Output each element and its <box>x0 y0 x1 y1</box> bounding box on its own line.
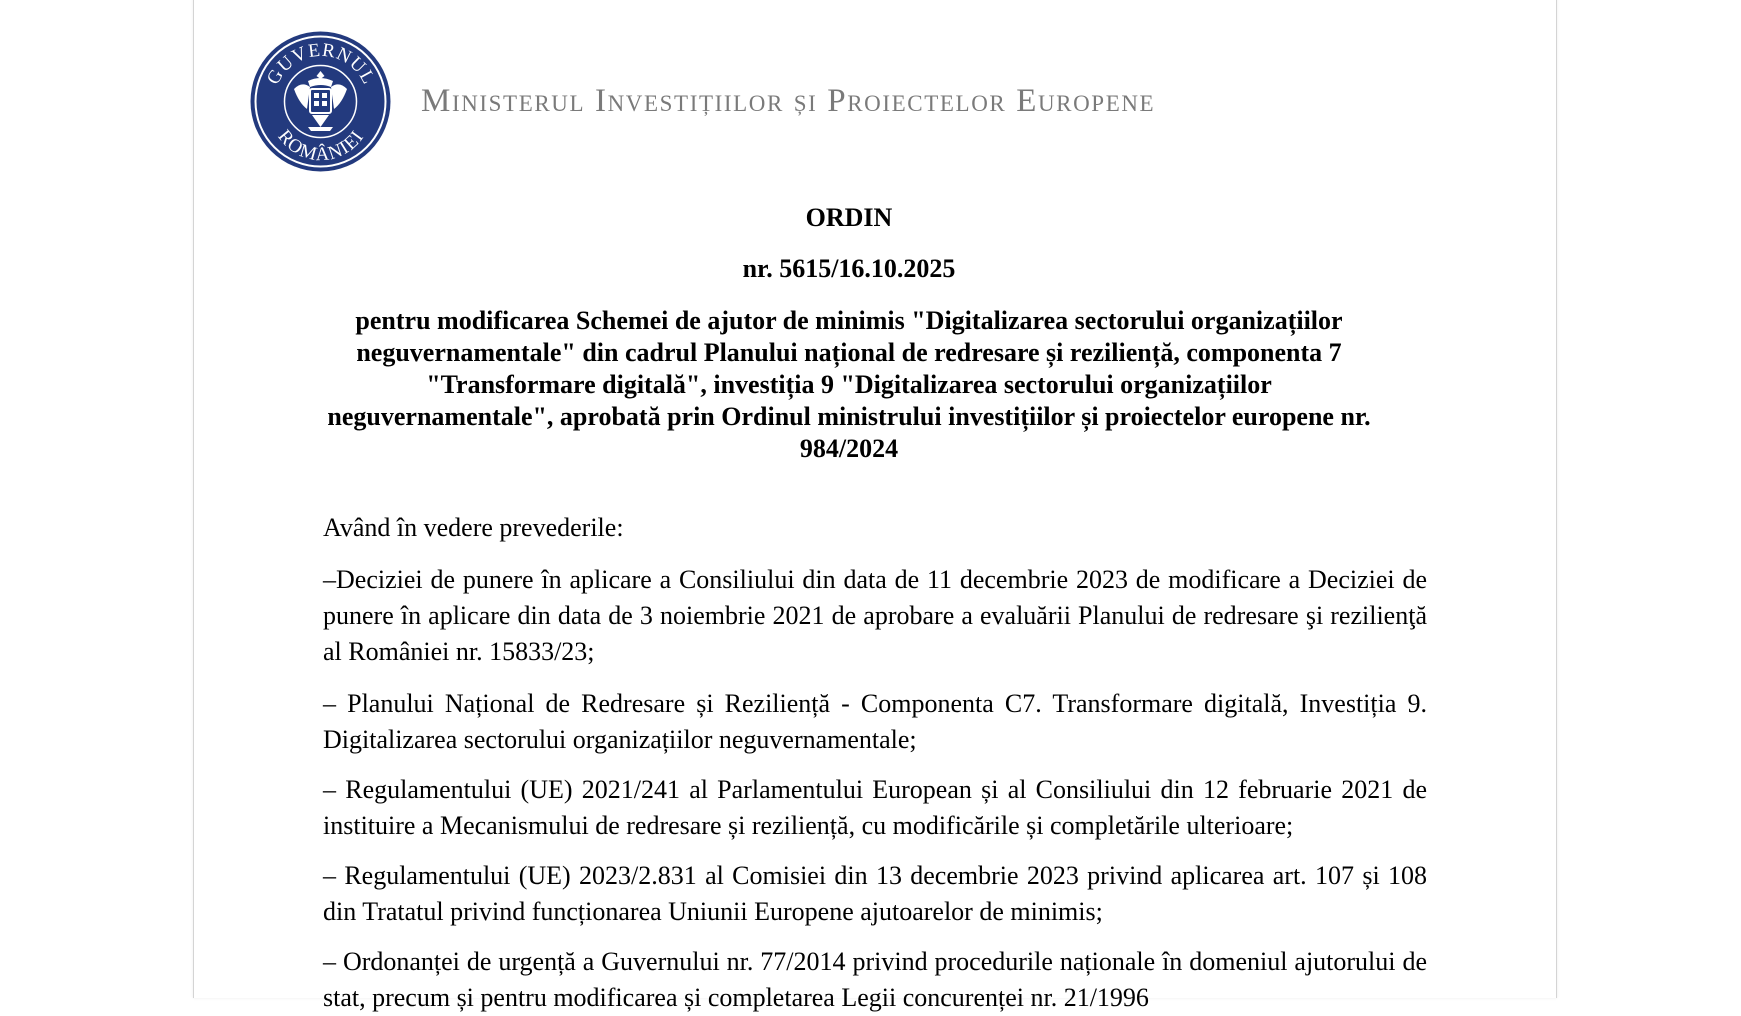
document-heading: ORDIN <box>805 203 893 232</box>
legal-basis-item: – Regulamentului (UE) 2021/241 al Parlamentului European și al Consiliului din 12 februarie 2021 de instituire a Mecanismului de redresare și reziliență, cu modificările și completările ulterioare; <box>323 775 1427 840</box>
subject-line: pentru modificarea Schemei de ajutor de minimis "Digitalizarea sectorului organizațiilor <box>355 306 1343 335</box>
subject-line: neguvernamentale", aprobată prin Ordinul ministrului investițiilor și proiectelor europene nr. <box>327 402 1371 431</box>
intro-paragraph: Având în vedere prevederile: <box>323 513 624 542</box>
legal-basis-item: – Planului Național de Redresare și Reziliență - Componenta C7. Transformare digitală, Investiția 9. Digitalizarea sectorului organizațiilor neguvernamentale; <box>323 689 1427 754</box>
order-subject <box>284 305 1414 465</box>
legal-basis-item: – Ordonanței de urgență a Guvernului nr. 77/2014 privind procedurile naționale în domeniul ajutorului de stat, precum și pentru modificarea și completarea Legii concurenței nr. 21/1996 <box>323 947 1427 1012</box>
seal-bottom-text: ROMÂNIEI <box>273 126 369 166</box>
subject-line: "Transformare digitală", investiția 9 "Digitalizarea sectorului organizațiilor <box>426 370 1272 399</box>
subject-line: neguvernamentale" din cadrul Planului național de redresare și reziliență, componenta 7 <box>356 338 1342 367</box>
legal-basis-item: –Deciziei de punere în aplicare a Consiliului din data de 11 decembrie 2023 de modificare a Deciziei de punere în aplicare din data de 3 noiembrie 2021 de aprobare a evaluării Planului de redresare şi rezilienţă al României nr. 15833/23; <box>323 565 1427 666</box>
legal-basis-item: – Regulamentului (UE) 2023/2.831 al Comisiei din 13 decembrie 2023 privind aplicarea art. 107 și 108 din Tratatul privind funcționarea Uniunii Europene ajutoarelor de minimis; <box>323 861 1427 926</box>
letterhead <box>248 29 1156 174</box>
order-number: nr. 5615/16.10.2025 <box>742 254 956 283</box>
government-seal-logo <box>248 29 393 174</box>
subject-line: 984/2024 <box>799 434 899 463</box>
ministry-name: Ministerul Investițiilor și Proiectelor Europene <box>421 83 1156 119</box>
seal-top-text: GUVERNUL <box>262 39 380 89</box>
document-page <box>193 0 1557 1012</box>
